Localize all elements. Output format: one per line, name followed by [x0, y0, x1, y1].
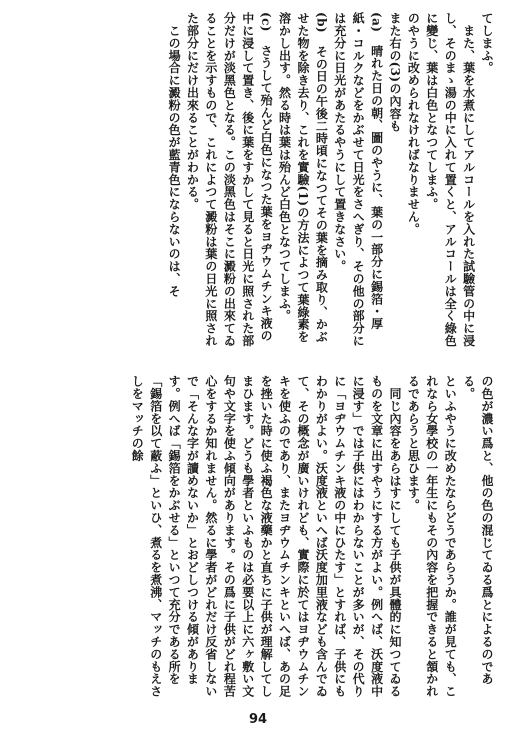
page-number: 94 — [248, 712, 268, 727]
lower-text-block: の色が濃い爲と、他の色の混じてゐる爲とによるのである。 といふやうに改めたならどうであらうか。誰が見ても、これなら女學校の一年生にもその內容を把握できると頷かれるであらうと思ひます。 同じ內容をあらはすにしても子供が具體的に知つてゐるものを文章に出すやうにする方がよい。例へば、沃度液中に浸す」では子供にはわからないことが多いが、その代りに「ヨヂウムチンキ液の中にひたす」とすれば、子供にもわかりがよい。沃度液といへば沃度加里液なども含んでゐて、その概念が廣いけれども、實際に於てはヨヂウムチンキを使ふのであり、またヨヂウムチンキといへば、あの足を挫いた時に使ふ褐色な液藥かと直ちに子供が理解してしまひます。どうも學者といふものは必要以上に六ヶ敷い文句や文字を使ふ傾向があります。その爲に子供がどれ程苦心をするか知れません。然るに學者がどれだけ反省しないで「そんな字が讀めないか」とおどしつける傾があります。例へば「錫箔をかぶせる」といつて充分である所を「錫箔を以て蔽ふ」といひ、煮るを煮沸、マッチのもえさしをマッチの餘 — [130, 375, 494, 698]
upper-text-block: てしまふ。 また、葉を水煮にしてアルコールを入れた試驗管の中に浸し、そのまゝ湯の中に入れて置くと、アルコールは全く綠色に變じ、葉は白色となつてしまふ。 のやうに改められなければなりません。 また右の(3)の內容も (a) 晴れた日の朝、圖のやうに、葉の一部分に錫箔・厚紙・コルクなどをかぶせて日光をさへぎり、その他の部分には充分に日光があたるやうにして置きなさい。 (b) その日の午後二時頃になつてその葉を摘み取り、かぶせた物を除き去り、これを實驗(1)の方法によつて葉綠素を溶かし出す。然る時は葉は殆んど白色となつてしまふ。 (c) さうして殆んど白色になつた葉をヨヂウムチンキ液の中に浸して置き、後に葉をすかして見ると日光に照された部分だけが淡黑色となる。この淡黑色はそこに澱粉の出來てゐることを示すもので、これによつて澱粉は葉の日光に照された部分にだけ出來ることがわかる。 この場合に澱粉の色が藍青色にならないのは、そ — [167, 12, 494, 347]
